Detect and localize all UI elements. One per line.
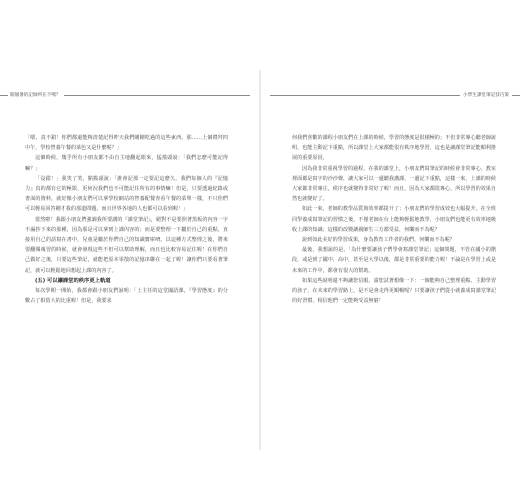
paragraph: 如果這些說明還不夠讓您信服，請您試著想像一下：一個能夠自己整理重點、主動學習的孩子，在未來的學習路上，是不是會走得更順暢呢？只要讓孩子們從小就養成寫課堂筆記的好習慣，相信他們一定能夠受益無窮！ bbox=[292, 277, 496, 305]
paragraph: 說到如此美好的學習成果，身為教育工作者的我們，何樂而不為呢？ bbox=[302, 237, 455, 244]
paragraph: 最後，我想說的是，「為什麼要讓孩子們學會寫課堂筆記」這個問題，不管在國小的階段，或是到了國中、高中，甚至是大學以後，都是非常重要的能力喔！不論是在學習上或是未來的工作中，都會有很大的幫助。 bbox=[292, 247, 496, 274]
running-head-left bbox=[0, 90, 250, 100]
right-page bbox=[292, 133, 496, 306]
paragraph: 「嗯，真不錯！你們都還能夠清楚記得昨天我們剛剛吃過的這些東西。那……上個禮拜四中午，學校營養午餐的菜色又是什麼呢？」 bbox=[25, 135, 228, 152]
paragraph: 何我們喜歡的課程小朋友們在上課的時候，學習的態度是很積極的；不但非常專心聽老師說明，也能主動記下重點，所以課堂上大家都能很有秩序地學習，這也是讓課堂筆記能順利推展的重要原因。 bbox=[292, 135, 496, 162]
paragraph: 因為我非常重視學習的過程，在我的課堂上，小朋友們寫筆記的時候會非常專心，教室裡面都是寫字的沙沙聲，讓大家可以一邊聽我講課，一邊記下重點，這樣一來，上課的時候大家都非常專注，秩序也就變得非常好了喔！而且，因為大家都很專心，所以學習的效果自然也就變好了。 bbox=[292, 165, 496, 203]
header-rule bbox=[512, 95, 520, 96]
paragraph: 這個時候，幾乎所有小朋友都不由自主地翻起眼來，猛搖頭說：「我們怎麼可能記得嘛？」 bbox=[25, 155, 228, 172]
left-page bbox=[25, 133, 228, 306]
paragraph: 「沒錯！」我笑了笑，點點頭說：「誰會記那一定要記這麼久，我們每個人的『記憶力』真的都有它的極限，更何況我們也不可能記住所有的事情嘛！但是，只要透過紀錄或書面的資料，就好像小朋友們可以拿學校網站的營養配餐查看午餐的菜單一樣，不只你們可以輕易回答剛才我的那道問題，而且世界各地的人也都可以看到喔！」 bbox=[25, 175, 228, 213]
header-rule bbox=[64, 95, 250, 96]
header-rule bbox=[270, 95, 460, 96]
running-head-right bbox=[270, 90, 520, 100]
page-gutter bbox=[259, 70, 261, 450]
paragraph: 如此一來，老師的教學品質與效率都提升了；小朋友們的學習成效也大幅提升。在全班同學養成寫筆記的習慣之後，不僅老師在台上能夠輕鬆地教學，小朋友們也能更有效率地吸收上課的知識；這樣的改變讓親師生三方都受益，何樂而不為呢？ bbox=[292, 206, 496, 233]
paragraph: 每次學期一開始，我都會跟小朋友們說明：「上主任的這堂國語課，『學習態度』的分數占了相當大的比重喔！但是，我要求 bbox=[25, 288, 228, 305]
header-rule bbox=[0, 95, 8, 96]
running-head-left-text: 開個暑的記帥所在不嗎？ bbox=[10, 93, 61, 98]
paragraph: 當然啦！我跟小朋友們強調我所要講的『課堂筆記』，絕對不是要照著黑板的內容一字不漏抄下來的那種，因為那是可以拿到上課內容的；而是要整理一下屬於自己的重點，直接用自己的話寫在書中，兒童是屬於你們自己的知識寶庫唷。以這種方式整理之後，將來要翻閱複習的時候，就會發現這些不但可以幫助理解，而且也比較容易記住喔！在你們自己做好之後，只要這些筆記，就能把原本零散的記憶串聯在一起了喔！讓你們只要看著筆記，就可以輕鬆地回想起上課的內容了。 bbox=[25, 216, 228, 274]
section-heading: (五) 可以讓課堂的秩序更上軌道 bbox=[35, 277, 111, 284]
running-head-right-text: 小學生課堂筆記技巧策 bbox=[463, 93, 509, 98]
